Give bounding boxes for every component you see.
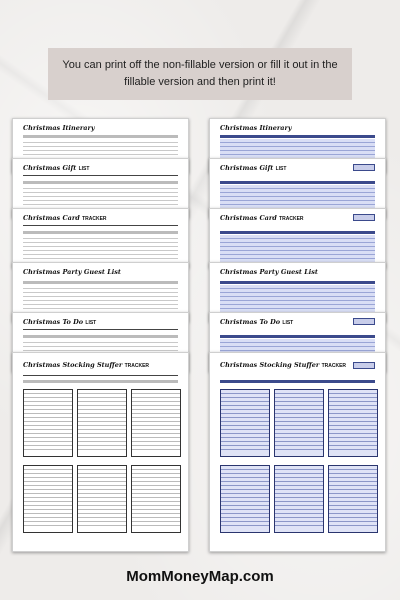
- sheet-title: Christmas To Do LIST: [23, 318, 97, 326]
- sheet-title: Christmas Stocking Stuffer TRACKER: [23, 361, 150, 369]
- banner-text: You can print off the non-fillable version or fill it out in the fillable version and then print it!: [62, 59, 338, 88]
- right-stocking-stuffer-sheet: [209, 352, 386, 552]
- stocking-boxes-bottom: [23, 465, 181, 533]
- stocking-boxes-top: [23, 389, 181, 457]
- info-banner: [48, 48, 352, 100]
- sheet-title: Christmas Itinerary: [220, 124, 292, 132]
- sheet-title: Christmas Party Guest List: [23, 268, 121, 276]
- sheet-title: Christmas Stocking Stuffer TRACKER: [220, 361, 347, 369]
- site-footer: [0, 552, 400, 600]
- sheet-title: Christmas To Do LIST: [220, 318, 294, 326]
- sheet-title: Christmas Card TRACKER: [220, 214, 304, 222]
- stocking-boxes-bottom: [220, 465, 378, 533]
- sheet-title: Christmas Gift LIST: [220, 164, 287, 172]
- stocking-boxes-top: [220, 389, 378, 457]
- sheet-title: Christmas Party Guest List: [220, 268, 318, 276]
- left-card-tracker-sheet: [12, 208, 189, 268]
- sheet-title: Christmas Itinerary: [23, 124, 95, 132]
- left-stocking-stuffer-sheet: [12, 352, 189, 552]
- right-card-tracker-sheet: [209, 208, 386, 268]
- site-name: MomMoneyMap.com: [126, 567, 274, 585]
- sheet-title: Christmas Card TRACKER: [23, 214, 107, 222]
- sheet-title: Christmas Gift LIST: [23, 164, 90, 172]
